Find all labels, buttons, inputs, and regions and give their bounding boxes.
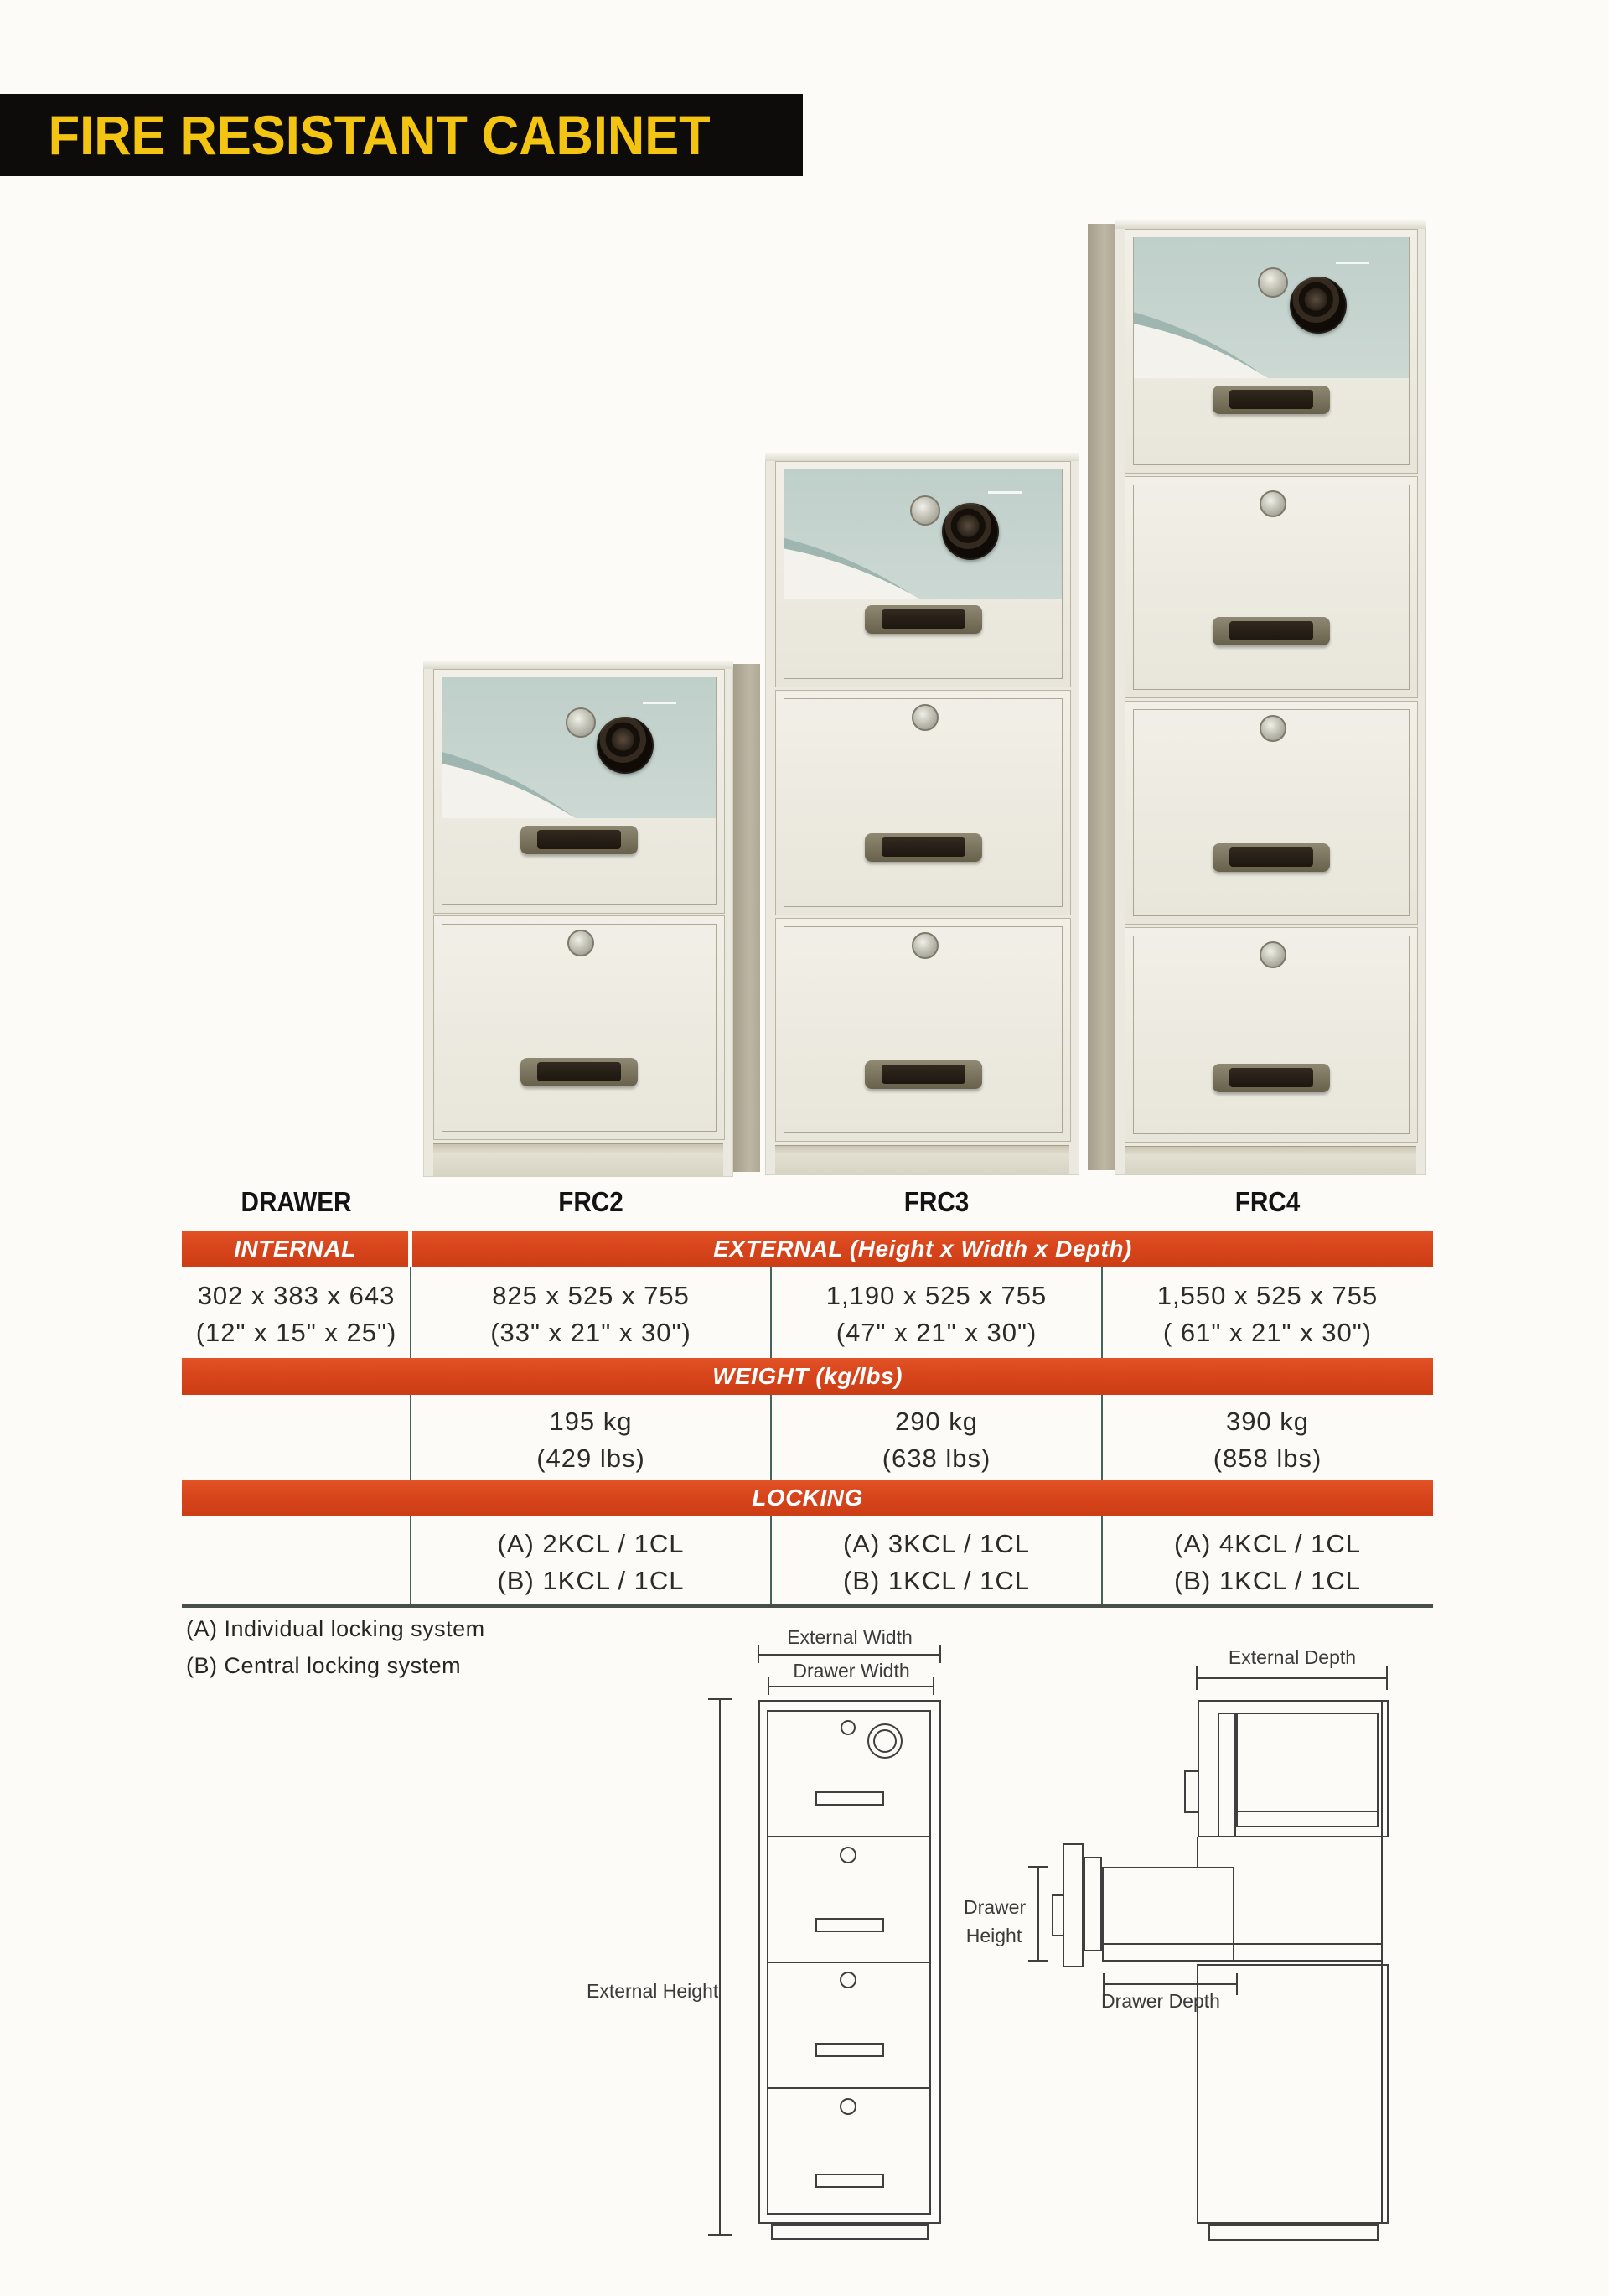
internal-dimensions-mm: 302 x 383 x 643: [197, 1281, 396, 1310]
drawer: [433, 915, 725, 1140]
key-lock-icon: [910, 495, 940, 526]
key-lock-icon: [1258, 267, 1288, 298]
diagram-plinth: [771, 2224, 929, 2240]
diagram-line: [708, 1698, 732, 1700]
drawer-handle: [865, 605, 982, 634]
note-individual-locking: (A) Individual locking system: [186, 1616, 485, 1641]
frc4-dimensions-inch: ( 61" x 21" x 30"): [1162, 1318, 1373, 1347]
keyhole-icon: [1260, 715, 1286, 742]
drawer-handle: [520, 1058, 638, 1086]
diagram-line: [1234, 1960, 1382, 1962]
cabinet-side-panel: [733, 664, 760, 1172]
diagram-line: [1236, 1973, 1238, 1995]
combination-dial-icon: [1290, 277, 1347, 334]
cabinet-plinth: [1125, 1146, 1416, 1174]
cabinet-photo-frc3: [765, 453, 1081, 1175]
diagram-line: [1196, 1666, 1198, 1690]
cabinet-side-panel: [1088, 224, 1115, 1170]
external-header-bar: EXTERNAL (Height x Width x Depth): [412, 1231, 1433, 1267]
external-depth-label: External Depth: [1228, 1646, 1357, 1668]
table-bottom-border: [182, 1604, 1433, 1608]
diagram-line: [1197, 1837, 1198, 1868]
drawer: [1125, 229, 1418, 474]
drawer: [1125, 476, 1418, 698]
diagram-line: [768, 1962, 930, 1963]
drawer-handle: [1213, 843, 1330, 872]
keyhole-icon: [912, 932, 939, 959]
frc2-dimensions-inch: (33" x 21" x 30"): [490, 1318, 691, 1347]
frc4-locking-a: (A) 4KCL / 1CL: [1173, 1529, 1362, 1558]
diagram-keyhole: [841, 1720, 856, 1735]
swoosh-graphic: [784, 469, 1062, 599]
keyhole-icon: [1260, 941, 1286, 968]
drawer-height-label-line1: Drawer: [964, 1896, 1027, 1918]
diagram-line: [1028, 1866, 1048, 1868]
external-depth-dim-line: [1197, 1677, 1388, 1679]
cabinet-top-edge: [423, 661, 733, 669]
diagram-line: [708, 2234, 732, 2236]
swoosh-sweep: [784, 541, 1062, 599]
external-width-label: External Width: [787, 1626, 913, 1648]
swoosh-sweep: [442, 755, 716, 819]
frc2-weight-kg: 195 kg: [549, 1407, 633, 1436]
key-lock-icon: [566, 707, 596, 738]
frc3-locking-b: (B) 1KCL / 1CL: [842, 1566, 1031, 1595]
diagram-handle: [815, 1918, 884, 1932]
drawer-depth-label: Drawer Depth: [1101, 1990, 1220, 2012]
drawer-handle: [865, 1060, 982, 1089]
drawer-handle: [865, 833, 982, 862]
frc4-locking-b: (B) 1KCL / 1CL: [1173, 1566, 1362, 1595]
cabinet-photo-frc4: [1088, 220, 1426, 1175]
diagram-keyhole: [840, 2098, 856, 2115]
dial-arrow-mark: [988, 491, 1022, 494]
drawer-height-label-line2: Height: [965, 1925, 1022, 1946]
drawer-depth-dim-line: [1104, 1983, 1238, 1985]
column-label-frc4: FRC4: [1234, 1186, 1301, 1217]
locking-header-bar: LOCKING: [182, 1480, 1433, 1516]
diagram-handle: [815, 2043, 884, 2057]
swoosh-graphic: [1134, 237, 1409, 378]
frc4-dimensions-mm: 1,550 x 525 x 755: [1156, 1281, 1379, 1310]
diagram-line: [768, 1677, 769, 1695]
frc3-weight-kg: 290 kg: [894, 1407, 979, 1436]
cabinet-front: [765, 453, 1079, 1175]
page-title: FIRE RESISTANT CABINET: [48, 104, 711, 166]
frc4-weight-lbs: (858 lbs): [1213, 1443, 1322, 1473]
drawer: [1125, 701, 1418, 925]
frc2-dimensions-mm: 825 x 525 x 755: [492, 1281, 690, 1310]
diagram-line: [1237, 1811, 1378, 1812]
keyhole-icon: [567, 930, 594, 956]
cabinet-top-edge: [765, 453, 1079, 461]
diagram-plinth: [1208, 2224, 1379, 2241]
frc2-locking-b: (B) 1KCL / 1CL: [497, 1566, 685, 1595]
diagram-keyhole: [840, 1847, 856, 1863]
diagram-line: [939, 1645, 941, 1663]
combination-dial-icon: [597, 717, 654, 774]
diagram-line: [873, 1729, 897, 1753]
diagram-line: [933, 1677, 934, 1695]
drawer: [775, 690, 1071, 915]
drawer-handle: [1213, 386, 1330, 414]
diagram-line: [1084, 1857, 1102, 1951]
diagram-handle: [815, 2174, 884, 2188]
diagram-line: [768, 1836, 930, 1837]
drawer-handle: [1213, 1064, 1330, 1092]
frc3-weight-lbs: (638 lbs): [882, 1443, 991, 1473]
frc2-weight-lbs: (429 lbs): [536, 1443, 645, 1473]
frc3-dimensions-mm: 1,190 x 525 x 755: [825, 1281, 1048, 1310]
diagram-handle: [815, 1791, 884, 1806]
diagram-line: [758, 1645, 759, 1663]
external-height-dim-line: [719, 1699, 721, 2236]
diagram-line: [1103, 1943, 1234, 1945]
open-drawer-body: [1102, 1867, 1234, 1962]
cabinet-plinth: [433, 1143, 723, 1176]
diagram-handle: [1052, 1894, 1064, 1936]
frc3-locking-a: (A) 3KCL / 1CL: [842, 1529, 1031, 1558]
swoosh-graphic: [442, 677, 716, 818]
drawer: [775, 461, 1071, 687]
side-view-lower-body: [1197, 1964, 1389, 2224]
frc4-weight-kg: 390 kg: [1225, 1407, 1310, 1436]
external-height-label: External Height: [587, 1980, 719, 2002]
diagram-line: [1028, 1960, 1048, 1962]
column-label-frc3: FRC3: [903, 1186, 970, 1217]
internal-header-bar: INTERNAL: [182, 1231, 408, 1267]
cabinet-photo-frc2: [423, 661, 760, 1177]
keyhole-icon: [912, 704, 939, 731]
diagram-line: [1386, 1666, 1388, 1690]
weight-header-bar: WEIGHT (kg/lbs): [182, 1358, 1433, 1395]
column-label-drawer: DRAWER: [241, 1186, 352, 1217]
drawer: [433, 669, 725, 914]
note-central-locking: (B) Central locking system: [186, 1653, 462, 1678]
drawer-height-dim-line: [1037, 1867, 1039, 1962]
drawer-handle: [520, 826, 638, 854]
diagram-keyhole: [840, 1972, 856, 1988]
cabinet-front: [423, 661, 733, 1177]
drawer-width-dim-line: [768, 1686, 934, 1687]
external-width-dim-line: [758, 1654, 941, 1656]
diagram-line: [1234, 1943, 1382, 1945]
internal-dimensions-inch: (12" x 15" x 25"): [195, 1318, 397, 1347]
open-drawer-front: [1063, 1843, 1084, 1967]
column-label-frc2: FRC2: [558, 1186, 623, 1217]
combination-dial-icon: [942, 503, 999, 560]
frc3-dimensions-inch: (47" x 21" x 30"): [836, 1318, 1037, 1347]
cabinet-plinth: [775, 1145, 1069, 1174]
frc2-locking-a: (A) 2KCL / 1CL: [497, 1529, 685, 1558]
drawer: [775, 918, 1071, 1142]
page-title-bar: [0, 94, 803, 176]
diagram-line: [1218, 1713, 1236, 1837]
cabinet-top-edge: [1115, 220, 1426, 229]
drawer: [1125, 927, 1418, 1143]
keyhole-icon: [1260, 490, 1286, 517]
cabinet-front: [1115, 220, 1426, 1175]
drawer-handle: [1213, 617, 1330, 645]
diagram-line: [768, 2087, 930, 2089]
dial-arrow-mark: [1336, 262, 1369, 264]
dial-arrow-mark: [643, 702, 676, 704]
drawer-width-label: Drawer Width: [793, 1660, 910, 1682]
swoosh-sweep: [1134, 315, 1409, 379]
diagram-handle: [1184, 1770, 1199, 1813]
